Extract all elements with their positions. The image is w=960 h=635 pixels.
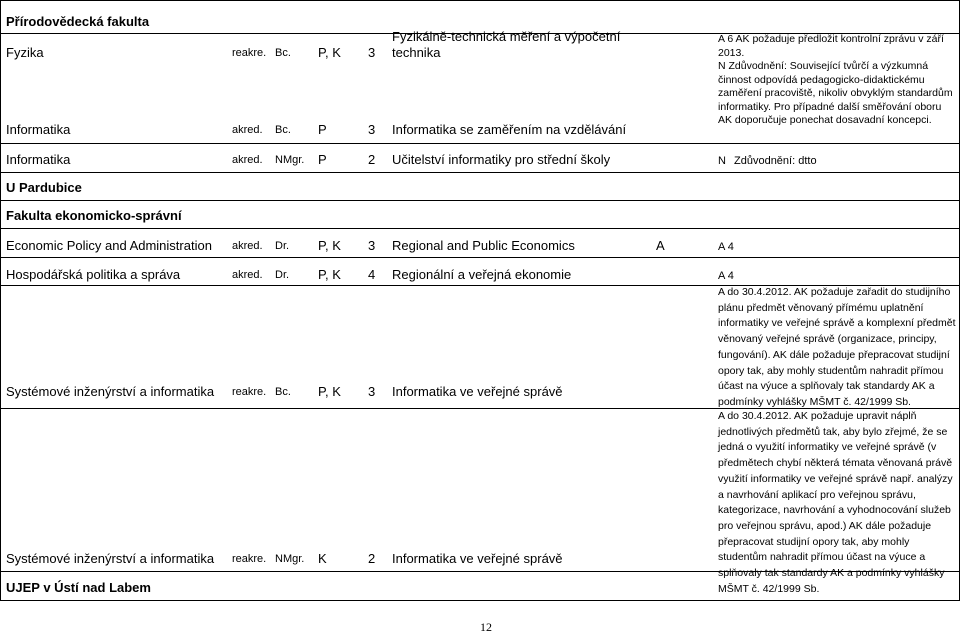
row-divider [0,228,960,229]
decision-note-a6: A 6 AK požaduje předložit kontrolní zprávu v září 2013. [718,33,944,59]
decision-note: Zdůvodnění: dtto [734,155,817,167]
row-divider [0,257,960,258]
study-years: 3 [368,122,376,137]
row-divider [0,143,960,144]
study-form: P [318,122,327,137]
study-years: 4 [368,267,376,282]
study-form: P, K [318,267,341,282]
degree-level: NMgr. [275,154,305,166]
decision-code: A [656,238,665,253]
study-form: P, K [318,238,341,253]
status: akred. [232,124,263,136]
program-name: Regionální a veřejná ekonomie [392,267,572,282]
program-name: Regional and Public Economics [392,238,575,253]
field-name: Systémové inženýrství a informatika [6,384,215,399]
study-form: P, K [318,45,341,60]
page-number: 12 [480,620,492,634]
program-name: Informatika ve veřejné správě [392,551,563,566]
decision-note: A 4 [718,241,734,253]
table-border-top [0,0,960,1]
study-years: 3 [368,238,376,253]
decision-code: N [718,155,726,167]
program-name: Informatika se zaměřením na vzdělávání [392,122,627,137]
program-name: Učitelství informatiky pro střední školy [392,152,611,167]
decision-note: A 4 [718,270,734,282]
section-heading-university: UJEP v Ústí nad Labem [6,580,151,595]
field-name: Systémové inženýrství a informatika [6,551,215,566]
study-form: P [318,152,327,167]
study-form: K [318,551,327,566]
study-form: P, K [318,384,341,399]
table-border-left [0,0,1,600]
degree-level: Bc. [275,47,291,59]
program-name: Informatika ve veřejné správě [392,384,563,399]
field-name: Economic Policy and Administration [6,238,212,253]
study-years: 2 [368,152,376,167]
field-name: Hospodářská politika a správa [6,267,181,282]
section-heading-faculty: Přírodovědecká fakulta [6,14,150,29]
status: reakre. [232,47,267,59]
field-name: Informatika [6,122,71,137]
status: reakre. [232,553,267,565]
status: akred. [232,240,263,252]
study-years: 2 [368,551,376,566]
program-name-line2: technika [392,45,441,60]
degree-level: Dr. [275,269,290,281]
program-name-line1: Fyzikálně-technická měření a výpočetní [392,29,621,44]
decision-note-systemove-bc: A do 30.4.2012. AK požaduje zařadit do studijního plánu předmět věnovaný přímému uplatnění informatiky ve veřejné správě a komplexní předmět věnovaný veřejné správě (organizace, principy, fungování). AK dále požaduje přepracovat studijní opory tak, aby mohly studentům nahradit přímou účast na výuce a splňovaly tak standardy AK a podmínky vyhlášky MŠMT č. 42/1999 Sb. [718,286,956,408]
section-heading-university: U Pardubice [6,180,82,195]
table-border-bottom [0,600,960,601]
status: reakre. [232,386,267,398]
degree-level: Dr. [275,240,290,252]
decision-note-systemove-nmgr: A do 30.4.2012. AK požaduje upravit náplň jednotlivých předmětů tak, aby bylo zřejmé, že se jedná o využití informatiky ve veřejné správě (v předmětech chybí některá témata věnovaná právě využití informatiky ve veřejné správě např. analýzy a navrhování aplikací pro veřejnou správu, kategorizace, navrhování a vyhodnocování služeb pro veřejnou správu, apod.) AK dále požaduje přepracovat studijní opory tak, aby mohly studentům nahradit přímou účast na výuce a splňovaly tak standardy AK a podmínky vyhlášky MŠMT č. 42/1999 Sb. [718,410,953,595]
status: akred. [232,154,263,166]
row-divider [0,200,960,201]
study-years: 3 [368,384,376,399]
decision-note-n: N Zdůvodnění: Související tvůrčí a výzkumná činnost odpovídá pedagogicko-didaktickému zaměření pracoviště, nikoliv obvyklým standardům informatiky. Pro případné další směřování oboru AK doporučuje ponechat dosavadní koncepci. [718,60,953,127]
degree-level: Bc. [275,386,291,398]
field-name: Informatika [6,152,71,167]
section-heading-faculty: Fakulta ekonomicko-správní [6,208,182,223]
degree-level: NMgr. [275,553,305,565]
degree-level: Bc. [275,124,291,136]
status: akred. [232,269,263,281]
field-name: Fyzika [6,45,44,60]
row-divider [0,172,960,173]
study-years: 3 [368,45,376,60]
